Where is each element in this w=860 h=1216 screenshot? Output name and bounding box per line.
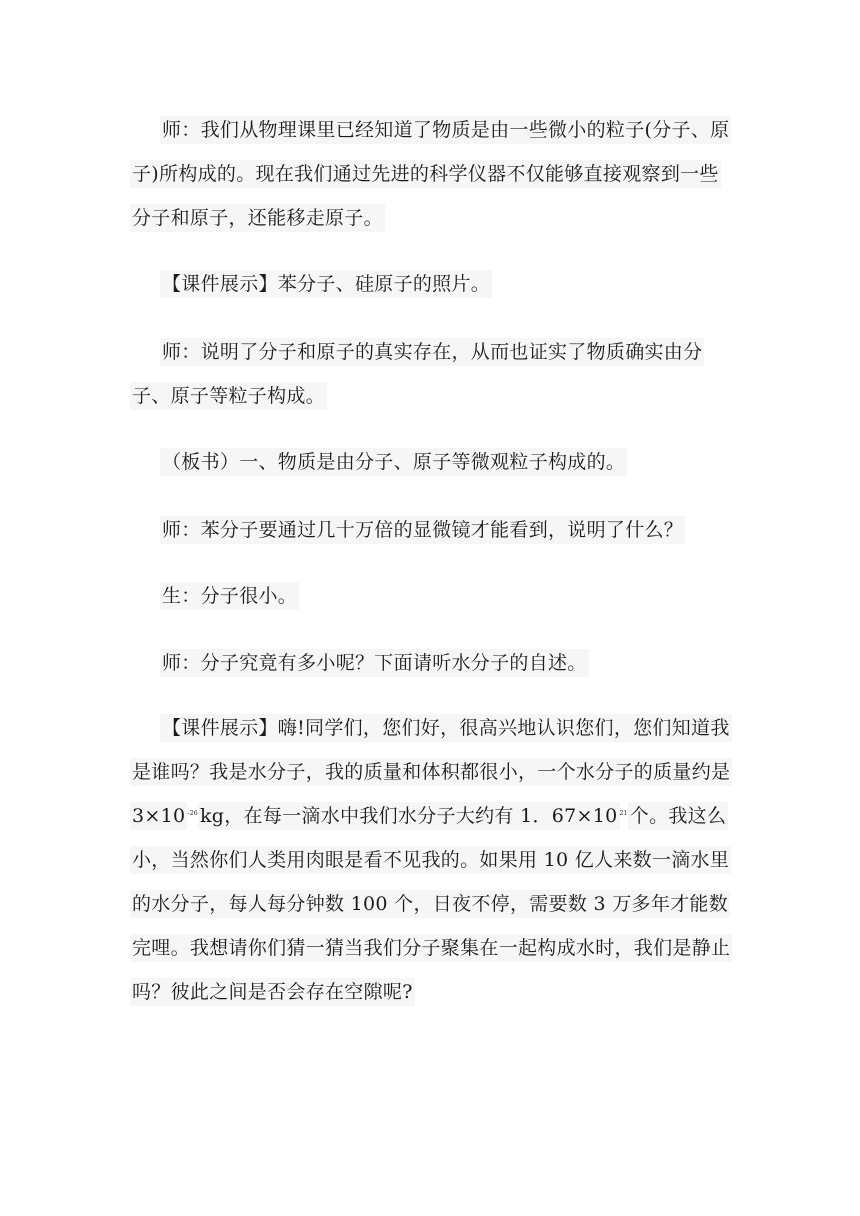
paragraph-teacher-question [130,508,735,552]
paragraph-text-a: 【课件展示】嗨!同学们，您们好，很高兴地认识您们，您们知道我是谁吗？我是水分子，我的质量和体积都很小，一个水分子的质量约是 3×10 [130,714,732,830]
exponent-count: 21 [619,810,628,817]
paragraph-text: 师：说明了分子和原子的真实存在，从而也证实了物质确实由分子、原子等粒子构成。 [130,338,704,410]
paragraph-text: 师：苯分子要通过几十万倍的显微镜才能看到，说明了什么？ [160,516,685,544]
paragraph-teacher-prompt [130,641,735,685]
paragraph-teacher-explanation [130,330,735,418]
paragraph-courseware-photos [130,262,735,306]
paragraph-text: 生：分子很小。 [160,582,299,610]
paragraph-text: （板书）一、物质是由分子、原子等微观粒子构成的。 [160,448,627,476]
paragraph-text: 师：我们从物理课里已经知道了物质是由一些微小的粒子(分子、原子)所构成的。现在我们通过先进的科学仪器不仅能够直接观察到一些分子和原子，还能移走原子。 [130,116,731,232]
paragraph-teacher-intro [130,108,735,240]
paragraph-text-c: 个。我这么小，当然你们人类用肉眼是看不见我的。如果用 10 亿人来数一滴水里的水分子，每人每分钟数 100 个，日夜不停，需要数 3 万多年才能数完哩。我想请你们猜一猜当我们分子聚集在一起构成水时，我们是静止吗？彼此之间是否会存在空隙呢? [130,802,732,1006]
paragraph-text: 【课件展示】苯分子、硅原子的照片。 [160,270,492,298]
paragraph-student-answer [130,574,735,618]
exponent-mass: -26 [187,810,198,817]
paragraph-water-molecule-monologue [130,706,735,1014]
paragraph-text: 师：分子究竟有多小呢？下面请听水分子的自述。 [160,649,589,677]
paragraph-blackboard-note [130,440,735,484]
paragraph-text-b: kg，在每一滴水中我们水分子大约有 1．67×10 [198,802,620,830]
